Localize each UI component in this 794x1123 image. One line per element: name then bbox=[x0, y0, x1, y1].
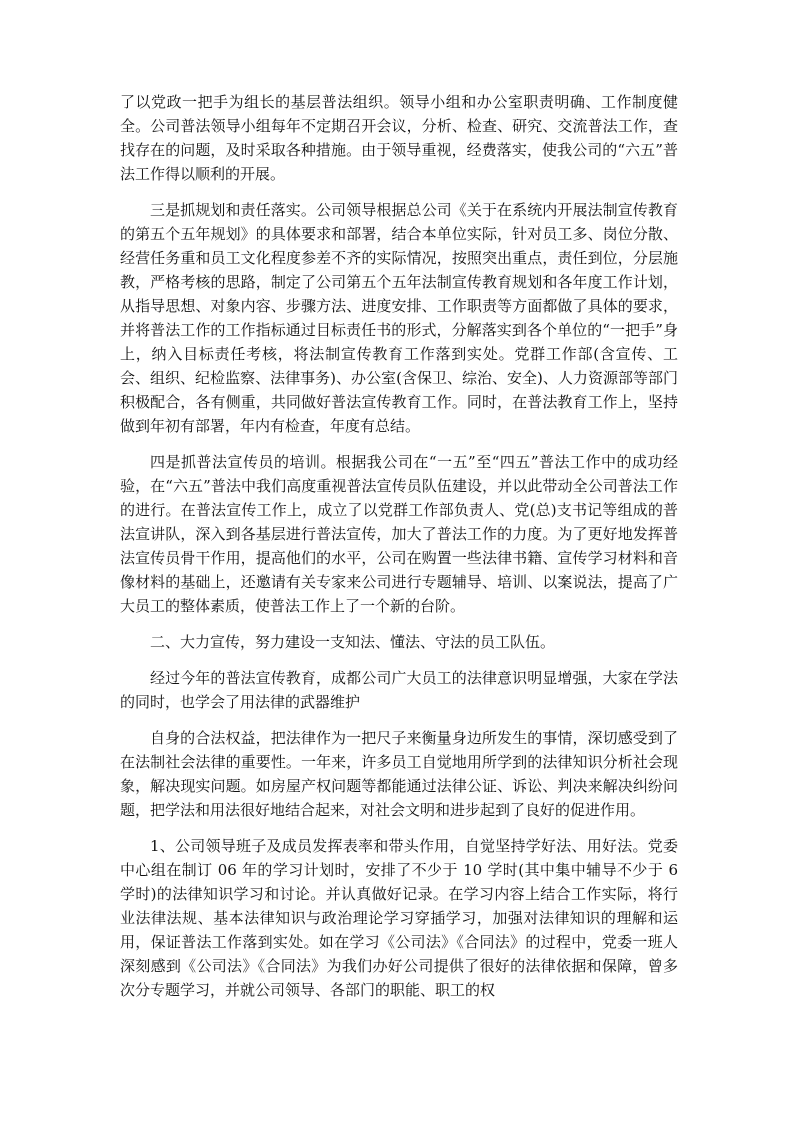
paragraph-6: 1、公司领导班子及成员发挥表率和带头作用，自觉坚持学好法、用好法。党委中心组在制订 06 年的学习计划时，安排了不少于 10 学时(其中集中辅导不少于 6 学时)的法律知识学习和讨论。并认真做好记录。在学习内容上结合工作实际，将行业法律法规、基本法律知识与政治理论学习穿插学习，加强对法律知识的理解和运用，保证普法工作落到实处。如在学习《公司法》《合同法》的过程中，党委一班人深刻感到《公司法》《合同法》为我们办好公司提供了很好的法律依据和保障，曾多次分专题学习，并就公司领导、各部门的职能、职工的权 bbox=[120, 837, 683, 999]
paragraph-2: 三是抓规划和责任落实。公司领导根据总公司《关于在系统内开展法制宣传教育的第五个五年规划》的具体要求和部署，结合本单位实际，针对员工多、岗位分散、经营任务重和员工文化程度参差不齐的实际情况，按照突出重点，责任到位，分层施教，严格考核的思路，制定了公司第五个五年法制宣传教育规划和各年度工作计划，从指导思想、对象内容、步骤方法、进度安排、工作职责等方面都做了具体的要求，并将普法工作的工作指标通过目标责任书的形式，分解落实到各个单位的“一把手”身上，纳入目标责任考核，将法制宣传教育工作落到实处。党群工作部(含宣传、工会、组织、纪检监察、法律事务)、办公室(含保卫、综治、安全)、人力资源部等部门积极配合，各有侧重，共同做好普法宣传教育工作。同时，在普法教育工作上，坚持做到年初有部署，年内有检查，年度有总结。 bbox=[120, 201, 678, 435]
section-heading: 二、大力宣传，努力建设一支知法、懂法、守法的员工队伍。 bbox=[150, 633, 556, 651]
paragraph-5: 自身的合法权益，把法律作为一把尺子来衡量身边所发生的事情，深切感受到了在法制社会法律的重要性。一年来，许多员工自觉地用所学到的法律知识分析社会现象，解决现实问题。如房屋产权问题等都能通过法律公证、诉讼、判决来解决纠纷问题，把学法和用法很好地结合起来，对社会文明和进步起到了良好的促进作用。 bbox=[120, 729, 678, 819]
paragraph-4: 经过今年的普法宣传教育，成都公司广大员工的法律意识明显增强，大家在学法的同时，也学会了用法律的武器维护 bbox=[120, 669, 678, 711]
document-body bbox=[120, 90, 683, 1014]
paragraph-3: 四是抓普法宣传员的培训。根据我公司在“一五”至“四五”普法工作中的成功经验，在“六五”普法中我们高度重视普法宣传员队伍建设，并以此带动全公司普法工作的进行。在普法宣传工作上，成立了以党群工作部负责人、党(总)支书记等组成的普法宣讲队，深入到各基层进行普法宣传，加大了普法工作的力度。为了更好地发挥普法宣传员骨干作用，提高他们的水平，公司在购置一些法律书籍、宣传学习材料和音像材料的基础上，还邀请有关专家来公司进行专题辅导、培训、以案说法，提高了广大员工的整体素质，使普法工作上了一个新的台阶。 bbox=[120, 453, 678, 615]
paragraph-1: 了以党政一把手为组长的基层普法组织。领导小组和办公室职责明确、工作制度健全。公司普法领导小组每年不定期召开会议，分析、检查、研究、交流普法工作，查找存在的问题，及时采取各种措施。由于领导重视，经费落实，使我公司的“六五”普法工作得以顺利的开展。 bbox=[120, 93, 678, 183]
